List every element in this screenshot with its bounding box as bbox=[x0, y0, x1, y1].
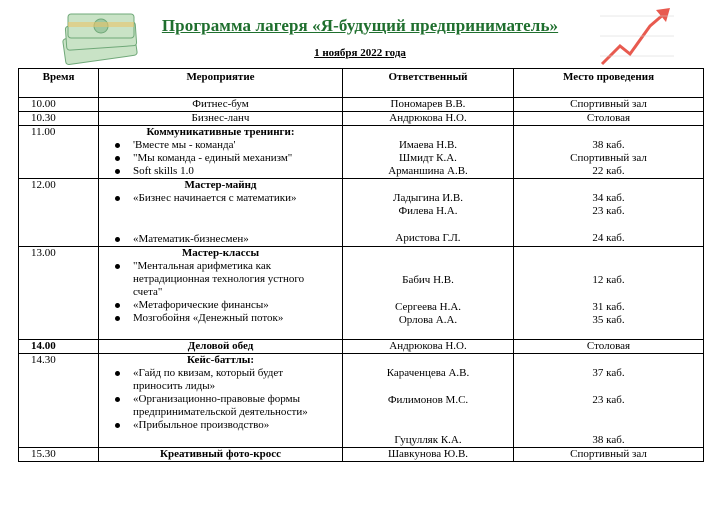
responsible-name: Аристова Г.Л. bbox=[395, 232, 461, 244]
row-event bbox=[99, 247, 343, 340]
place-name: 23 каб. bbox=[592, 394, 625, 406]
row-place: Столовая bbox=[514, 340, 704, 354]
list-item: "Ментальная арифметика как нетрадиционная технология устного счета" bbox=[103, 260, 338, 299]
row-place bbox=[514, 126, 704, 179]
responsible-name: Бабич Н.В. bbox=[402, 274, 454, 286]
list-item: 'Вместе мы - команда' bbox=[103, 139, 338, 152]
event-title: Коммуникативные тренинги: bbox=[146, 126, 295, 138]
responsible-name: Орлова А.А. bbox=[398, 314, 458, 326]
row-event: Фитнес-бум bbox=[99, 98, 343, 112]
row-place bbox=[514, 247, 704, 340]
place-name: 31 каб. bbox=[592, 301, 625, 313]
row-time: 13.00 bbox=[19, 247, 99, 340]
event-title: Мастер-майнд bbox=[184, 179, 257, 191]
row-responsible: Пономарев В.В. bbox=[343, 98, 514, 112]
list-item: «Математик-бизнесмен» bbox=[103, 233, 338, 246]
event-items bbox=[103, 139, 338, 178]
table-row bbox=[19, 247, 704, 340]
schedule-table bbox=[18, 68, 704, 462]
place-name: 34 каб. bbox=[592, 192, 625, 204]
table-row bbox=[19, 354, 704, 448]
event-items bbox=[103, 260, 338, 325]
table-row bbox=[19, 112, 704, 126]
table-row bbox=[19, 98, 704, 112]
responsible-name: Филева Н.А. bbox=[398, 205, 458, 217]
event-title: Деловой обед bbox=[187, 340, 254, 352]
list-item: Soft skills 1.0 bbox=[103, 165, 338, 178]
list-item: «Метафорические финансы» bbox=[103, 299, 338, 312]
row-place: Спортивный зал bbox=[514, 98, 704, 112]
place-name: 37 каб. bbox=[592, 367, 625, 379]
row-event bbox=[99, 354, 343, 448]
event-title: Кейс-баттлы: bbox=[187, 354, 254, 366]
list-item: «Бизнес начинается с математики» bbox=[103, 192, 338, 205]
row-event bbox=[99, 448, 343, 462]
list-item: «Прибыльное производство» bbox=[103, 419, 338, 432]
row-time: 11.00 bbox=[19, 126, 99, 179]
responsible-name: Имаева Н.В. bbox=[398, 139, 458, 151]
responsible-name: Шмидт К.А. bbox=[399, 152, 457, 164]
table-row bbox=[19, 340, 704, 354]
row-event bbox=[99, 179, 343, 247]
responsible-name: Ладыгина И.В. bbox=[392, 192, 464, 204]
row-time: 15.30 bbox=[19, 448, 99, 462]
table-row bbox=[19, 448, 704, 462]
header-event: Мероприятие bbox=[99, 69, 343, 98]
event-items bbox=[103, 192, 338, 246]
place-name: 22 каб. bbox=[592, 165, 625, 177]
event-date: 1 ноября 2022 года bbox=[314, 47, 406, 59]
header-place: Место проведения bbox=[514, 69, 704, 98]
table-row bbox=[19, 179, 704, 247]
list-item: "Мы команда - единый механизм" bbox=[103, 152, 338, 165]
list-item: «Гайд по квизам, который будет приносить лиды» bbox=[103, 367, 338, 393]
responsible-name: Филимонов М.С. bbox=[387, 394, 469, 406]
row-time: 14.00 bbox=[19, 340, 99, 354]
list-item: «Организационно-правовые формы предпринимательской деятельности» bbox=[103, 393, 338, 419]
responsible-name: Арманшина А.В. bbox=[388, 165, 468, 177]
row-event: Бизнес-ланч bbox=[99, 112, 343, 126]
responsible-name: Караченцева А.В. bbox=[386, 367, 470, 379]
row-responsible: Андрюкова Н.О. bbox=[343, 112, 514, 126]
table-header-row bbox=[19, 69, 704, 98]
row-time: 12.00 bbox=[19, 179, 99, 247]
place-name: Спортивный зал bbox=[570, 152, 647, 164]
responsible-name: Гуцулляк К.А. bbox=[394, 434, 462, 446]
responsible-name: Сергеева Н.А. bbox=[394, 301, 462, 313]
row-place bbox=[514, 179, 704, 247]
row-responsible bbox=[343, 247, 514, 340]
header-responsible: Ответственный bbox=[343, 69, 514, 98]
row-time: 10.00 bbox=[19, 98, 99, 112]
event-title: Креативный фото-кросс bbox=[160, 448, 281, 460]
row-time: 14.30 bbox=[19, 354, 99, 448]
row-place: Спортивный зал bbox=[514, 448, 704, 462]
row-event bbox=[99, 340, 343, 354]
page-title: Программа лагеря «Я-будущий предприниматель» bbox=[161, 16, 559, 35]
place-name: 23 каб. bbox=[592, 205, 625, 217]
place-name: 12 каб. bbox=[592, 274, 625, 286]
table-row bbox=[19, 126, 704, 179]
row-time: 10.30 bbox=[19, 112, 99, 126]
row-responsible: Шавкунова Ю.В. bbox=[343, 448, 514, 462]
place-name: 35 каб. bbox=[592, 314, 625, 326]
list-item: Мозгобойня «Денежный поток» bbox=[103, 312, 338, 325]
row-responsible bbox=[343, 126, 514, 179]
row-responsible bbox=[343, 179, 514, 247]
row-place: Столовая bbox=[514, 112, 704, 126]
place-name: 38 каб. bbox=[592, 139, 625, 151]
row-responsible: Андрюкова Н.О. bbox=[343, 340, 514, 354]
place-name: 38 каб. bbox=[592, 434, 625, 446]
row-event bbox=[99, 126, 343, 179]
header-time: Время bbox=[19, 69, 99, 98]
event-title: Мастер-классы bbox=[181, 247, 260, 259]
place-name: 24 каб. bbox=[592, 232, 625, 244]
row-place bbox=[514, 354, 704, 448]
row-responsible bbox=[343, 354, 514, 448]
event-items bbox=[103, 367, 338, 432]
